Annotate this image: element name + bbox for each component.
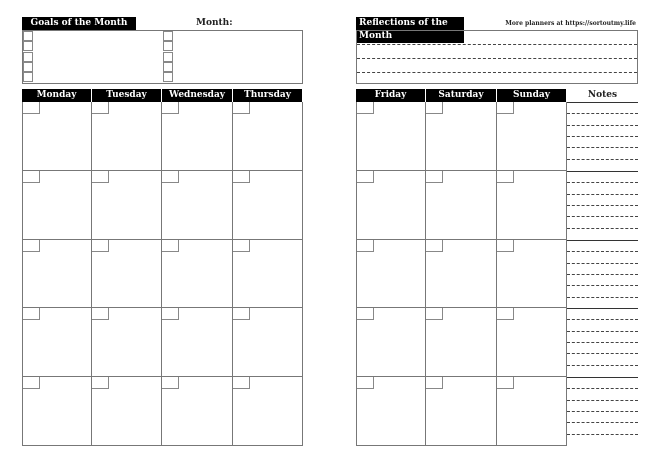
date-box — [92, 240, 109, 252]
day-cell[interactable] — [497, 308, 567, 377]
day-cell[interactable] — [233, 308, 303, 377]
goal-checkbox[interactable] — [23, 52, 33, 62]
reflections-box[interactable] — [356, 30, 638, 84]
notes-line[interactable] — [567, 136, 638, 137]
notes-line[interactable] — [567, 319, 638, 320]
goal-checkbox[interactable] — [163, 62, 173, 72]
notes-line[interactable] — [567, 125, 638, 126]
notes-line[interactable] — [567, 353, 638, 354]
date-box — [497, 377, 514, 389]
day-cell[interactable] — [22, 240, 92, 308]
notes-week-divider — [567, 377, 638, 378]
day-cell[interactable] — [92, 377, 162, 446]
notes-line[interactable] — [567, 182, 638, 183]
day-cell[interactable] — [426, 240, 497, 308]
day-cell[interactable] — [426, 102, 497, 171]
date-box — [497, 171, 514, 183]
day-cell[interactable] — [233, 171, 303, 240]
day-cell[interactable] — [162, 240, 233, 308]
goals-box — [22, 30, 303, 84]
day-cell[interactable] — [162, 171, 233, 240]
notes-line[interactable] — [567, 263, 638, 264]
notes-line[interactable] — [567, 251, 638, 252]
date-box — [162, 171, 179, 183]
notes-divider — [567, 102, 638, 103]
reflection-line — [357, 58, 637, 59]
day-cell[interactable] — [233, 377, 303, 446]
day-cell[interactable] — [22, 377, 92, 446]
day-cell[interactable] — [356, 102, 426, 171]
notes-line[interactable] — [567, 228, 638, 229]
goal-checkbox[interactable] — [163, 72, 173, 82]
date-box — [426, 308, 443, 320]
day-cell[interactable] — [497, 240, 567, 308]
date-box — [357, 308, 374, 320]
date-box — [23, 377, 40, 389]
day-cell[interactable] — [233, 240, 303, 308]
goals-title: Goals of the Month — [22, 17, 136, 30]
date-box — [23, 308, 40, 320]
notes-line[interactable] — [567, 147, 638, 148]
notes-line[interactable] — [567, 422, 638, 423]
day-cell[interactable] — [426, 377, 497, 446]
date-box — [162, 308, 179, 320]
date-box — [92, 171, 109, 183]
date-box — [162, 102, 179, 114]
notes-line[interactable] — [567, 194, 638, 195]
goal-checkbox[interactable] — [163, 52, 173, 62]
day-cell[interactable] — [356, 240, 426, 308]
date-box — [92, 377, 109, 389]
goal-checkbox[interactable] — [23, 41, 33, 51]
notes-line[interactable] — [567, 388, 638, 389]
notes-line[interactable] — [567, 331, 638, 332]
day-cell[interactable] — [22, 308, 92, 377]
notes-line[interactable] — [567, 342, 638, 343]
day-cell[interactable] — [497, 102, 567, 171]
day-cell[interactable] — [92, 171, 162, 240]
reflection-line — [357, 44, 637, 45]
day-cell[interactable] — [162, 308, 233, 377]
date-box — [23, 240, 40, 252]
date-box — [92, 102, 109, 114]
notes-line[interactable] — [567, 216, 638, 217]
reflections-title: Reflections of the Month — [356, 17, 464, 43]
date-box — [426, 171, 443, 183]
day-cell[interactable] — [356, 377, 426, 446]
promo-link[interactable]: More planners at https://sortoutmy.life — [505, 20, 636, 27]
date-box — [426, 102, 443, 114]
notes-line[interactable] — [567, 205, 638, 206]
day-cell[interactable] — [497, 377, 567, 446]
date-box — [92, 308, 109, 320]
date-box — [23, 102, 40, 114]
day-cell[interactable] — [356, 308, 426, 377]
day-cell[interactable] — [22, 102, 92, 171]
day-cell[interactable] — [162, 102, 233, 171]
day-cell[interactable] — [92, 308, 162, 377]
day-header-sunday: Sunday — [497, 89, 566, 102]
day-header-friday: Friday — [356, 89, 425, 102]
notes-line[interactable] — [567, 411, 638, 412]
day-cell[interactable] — [426, 171, 497, 240]
date-box — [426, 377, 443, 389]
day-cell[interactable] — [162, 377, 233, 446]
date-box — [426, 240, 443, 252]
goal-checkbox[interactable] — [23, 31, 33, 41]
day-header-tuesday: Tuesday — [92, 89, 161, 102]
notes-line[interactable] — [567, 159, 638, 160]
goal-checkbox[interactable] — [163, 31, 173, 41]
reflection-line — [357, 72, 637, 73]
day-cell[interactable] — [22, 171, 92, 240]
day-cell[interactable] — [92, 240, 162, 308]
date-box — [162, 377, 179, 389]
notes-line[interactable] — [567, 274, 638, 275]
date-box — [497, 102, 514, 114]
day-cell[interactable] — [426, 308, 497, 377]
date-box — [357, 240, 374, 252]
date-box — [357, 377, 374, 389]
date-box — [233, 171, 250, 183]
day-cell[interactable] — [497, 171, 567, 240]
notes-week-divider — [567, 240, 638, 241]
notes-line[interactable] — [567, 297, 638, 298]
date-box — [233, 308, 250, 320]
day-cell[interactable] — [233, 102, 303, 171]
day-header-monday: Monday — [22, 89, 91, 102]
notes-week-divider — [567, 308, 638, 309]
date-box — [233, 102, 250, 114]
notes-line[interactable] — [567, 434, 638, 435]
date-box — [497, 308, 514, 320]
notes-line[interactable] — [567, 285, 638, 286]
goal-checkbox[interactable] — [23, 62, 33, 72]
notes-title: Notes — [587, 90, 618, 100]
goal-checkbox[interactable] — [23, 72, 33, 82]
day-cell[interactable] — [356, 171, 426, 240]
goal-checkbox[interactable] — [163, 41, 173, 51]
date-box — [162, 240, 179, 252]
day-header-thursday: Thursday — [233, 89, 302, 102]
date-box — [23, 171, 40, 183]
notes-line[interactable] — [567, 113, 638, 114]
date-box — [497, 240, 514, 252]
notes-line[interactable] — [567, 365, 638, 366]
date-box — [233, 377, 250, 389]
date-box — [357, 171, 374, 183]
day-header-saturday: Saturday — [426, 89, 496, 102]
notes-line[interactable] — [567, 400, 638, 401]
day-cell[interactable] — [92, 102, 162, 171]
date-box — [233, 240, 250, 252]
notes-week-divider — [567, 171, 638, 172]
month-label: Month: — [196, 18, 233, 28]
date-box — [357, 102, 374, 114]
day-header-wednesday: Wednesday — [162, 89, 232, 102]
